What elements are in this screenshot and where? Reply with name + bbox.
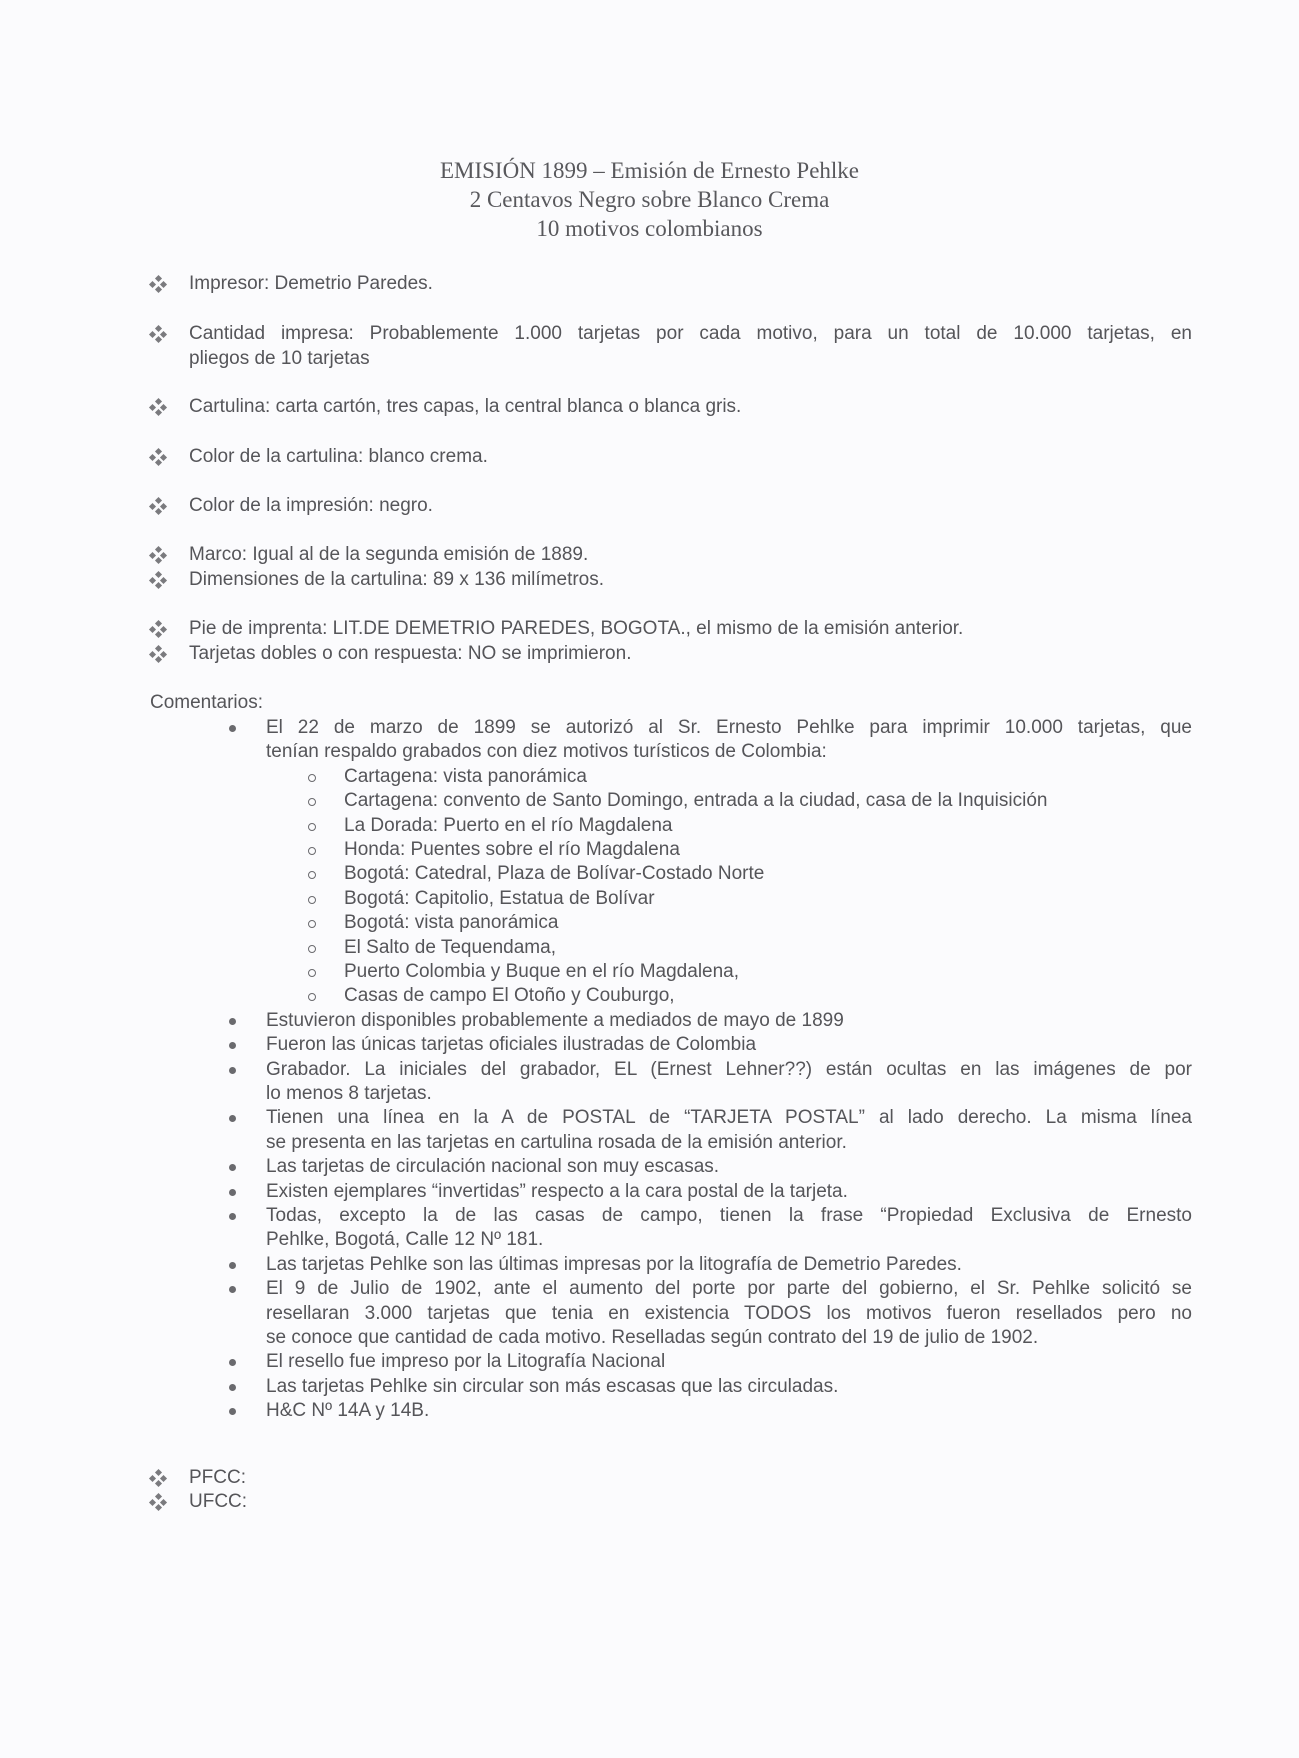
bullet-dot-icon — [229, 1384, 236, 1391]
circle-bullet-icon — [308, 774, 316, 782]
comment-item-text: se conoce que cantidad de cada motivo. Reselladas según contrato del 19 de julio de 1902. — [266, 1327, 1039, 1348]
circle-bullet-icon — [308, 945, 316, 953]
circle-bullet-icon — [308, 920, 316, 928]
motif-list-item: Cartagena: convento de Santo Domingo, entrada a la ciudad, casa de la Inquisición — [344, 790, 1048, 812]
spec-item-text: Marco: Igual al de la segunda emisión de 1889. — [189, 544, 589, 565]
spec-item-text: Cartulina: carta cartón, tres capas, la central blanca o blanca gris. — [189, 396, 742, 417]
diamond-bullet-icon — [150, 621, 166, 637]
bullet-dot-icon — [229, 1042, 236, 1049]
comment-item-text: tenían respaldo grabados con diez motivos turísticos de Colombia: — [266, 741, 827, 763]
motif-list-item: Bogotá: Capitolio, Estatua de Bolívar — [344, 887, 655, 909]
motif-list-item: Casas de campo El Otoño y Couburgo, — [344, 985, 675, 1007]
bullet-dot-icon — [229, 1213, 236, 1220]
circle-bullet-icon — [308, 896, 316, 904]
motif-list-item: El Salto de Tequendama, — [344, 936, 556, 958]
bullet-dot-icon — [229, 1189, 236, 1196]
comment-item-text: Pehlke, Bogotá, Calle 12 Nº 181. — [266, 1229, 544, 1251]
spec-item-text: Pie de imprenta: LIT.DE DEMETRIO PAREDES, BOGOTA., el mismo de la emisión anterior. — [189, 618, 964, 639]
spec-item-text: Cantidad impresa: Probablemente 1.000 tarjetas por cada motivo, para un total de 10.000 tarjetas, en — [189, 323, 1192, 344]
spec-item-text: Color de la impresión: negro. — [189, 495, 433, 516]
comment-item-text: lo menos 8 tarjetas. — [266, 1083, 432, 1104]
comment-item-text: H&C Nº 14A y 14B. — [266, 1400, 430, 1422]
diamond-bullet-icon — [150, 399, 166, 415]
diamond-bullet-icon — [150, 498, 166, 514]
circle-bullet-icon — [308, 823, 316, 831]
diamond-bullet-icon — [150, 449, 166, 465]
spec-item-text: Color de la cartulina: blanco crema. — [189, 446, 488, 467]
comment-item-text: Las tarjetas de circulación nacional son muy escasas. — [266, 1156, 720, 1178]
comment-item-text: El resello fue impreso por la Litografía Nacional — [266, 1351, 666, 1373]
comment-item-text: El 22 de marzo de 1899 se autorizó al Sr. Ernesto Pehlke para imprimir 10.000 tarjetas, que — [266, 717, 1192, 738]
spec-item-text: Impresor: Demetrio Paredes. — [189, 273, 433, 294]
diamond-bullet-icon — [150, 547, 166, 563]
comment-item-text: Grabador. La iniciales del grabador, EL (Ernest Lehner??) están ocultas en las imágenes de por — [266, 1058, 1192, 1080]
motif-list-item: Honda: Puentes sobre el río Magdalena — [344, 839, 680, 860]
motif-list-item: Bogotá: Catedral, Plaza de Bolívar-Costado Norte — [344, 863, 765, 885]
diamond-bullet-icon — [150, 1470, 166, 1486]
bullet-dot-icon — [229, 1115, 236, 1122]
comments-heading: Comentarios: — [150, 692, 263, 713]
comment-item-text: Todas, excepto la de las casas de campo, tienen la frase “Propiedad Exclusiva de Ernesto — [266, 1205, 1192, 1226]
comment-item-text: El 9 de Julio de 1902, ante el aumento del porte por parte del gobierno, el Sr. Pehlke solicitó se — [266, 1278, 1192, 1300]
bullet-dot-icon — [229, 1286, 236, 1293]
title-line-2: 2 Centavos Negro sobre Blanco Crema — [469, 187, 830, 212]
circle-bullet-icon — [308, 871, 316, 879]
spec-item-text: Tarjetas dobles o con respuesta: NO se imprimieron. — [189, 643, 632, 664]
circle-bullet-icon — [308, 798, 316, 806]
comment-item-text: resellaran 3.000 tarjetas que tenia en existencia TODOS los motivos fueron resellados pero no — [266, 1302, 1192, 1324]
bullet-dot-icon — [229, 1164, 236, 1171]
bullet-dot-icon — [229, 1359, 236, 1366]
footer-spec-label: PFCC: — [189, 1467, 246, 1488]
comment-item-text: Fueron las únicas tarjetas oficiales ilustradas de Colombia — [266, 1034, 757, 1056]
bullet-dot-icon — [229, 1018, 236, 1025]
title-line-3: 10 motivos colombianos — [536, 216, 763, 241]
spec-item-text: Dimensiones de la cartulina: 89 x 136 milímetros. — [189, 569, 605, 590]
comment-item-text: Tienen una línea en la A de POSTAL de “TARJETA POSTAL” al lado derecho. La misma línea — [266, 1107, 1192, 1129]
diamond-bullet-icon — [150, 326, 166, 342]
circle-bullet-icon — [308, 969, 316, 977]
title-line-1: EMISIÓN 1899 – Emisión de Ernesto Pehlke — [439, 158, 860, 183]
motif-list-item: La Dorada: Puerto en el río Magdalena — [344, 814, 673, 836]
comment-item-text: Estuvieron disponibles probablemente a mediados de mayo de 1899 — [266, 1009, 844, 1031]
bullet-dot-icon — [229, 725, 236, 732]
circle-bullet-icon — [308, 993, 316, 1001]
diamond-bullet-icon — [150, 572, 166, 588]
spec-item-text: pliegos de 10 tarjetas — [189, 348, 370, 369]
motif-list-item: Puerto Colombia y Buque en el río Magdalena, — [344, 961, 740, 982]
footer-spec-label: UFCC: — [189, 1491, 248, 1512]
diamond-bullet-icon — [150, 276, 166, 292]
bullet-dot-icon — [229, 1262, 236, 1269]
comment-item-text: Las tarjetas Pehlke son las últimas impresas por la litografía de Demetrio Paredes. — [266, 1253, 962, 1275]
comment-item-text: Las tarjetas Pehlke sin circular son más escasas que las circuladas. — [266, 1375, 839, 1397]
bullet-dot-icon — [229, 1067, 236, 1074]
comment-item-text: se presenta en las tarjetas en cartulina rosada de la emisión anterior. — [266, 1131, 847, 1153]
motif-list-item: Bogotá: vista panorámica — [344, 912, 559, 934]
comment-item-text: Existen ejemplares “invertidas” respecto a la cara postal de la tarjeta. — [266, 1180, 848, 1202]
diamond-bullet-icon — [150, 1494, 166, 1510]
diamond-bullet-icon — [150, 646, 166, 662]
circle-bullet-icon — [308, 847, 316, 855]
bullet-dot-icon — [229, 1408, 236, 1415]
motif-list-item: Cartagena: vista panorámica — [344, 765, 587, 787]
